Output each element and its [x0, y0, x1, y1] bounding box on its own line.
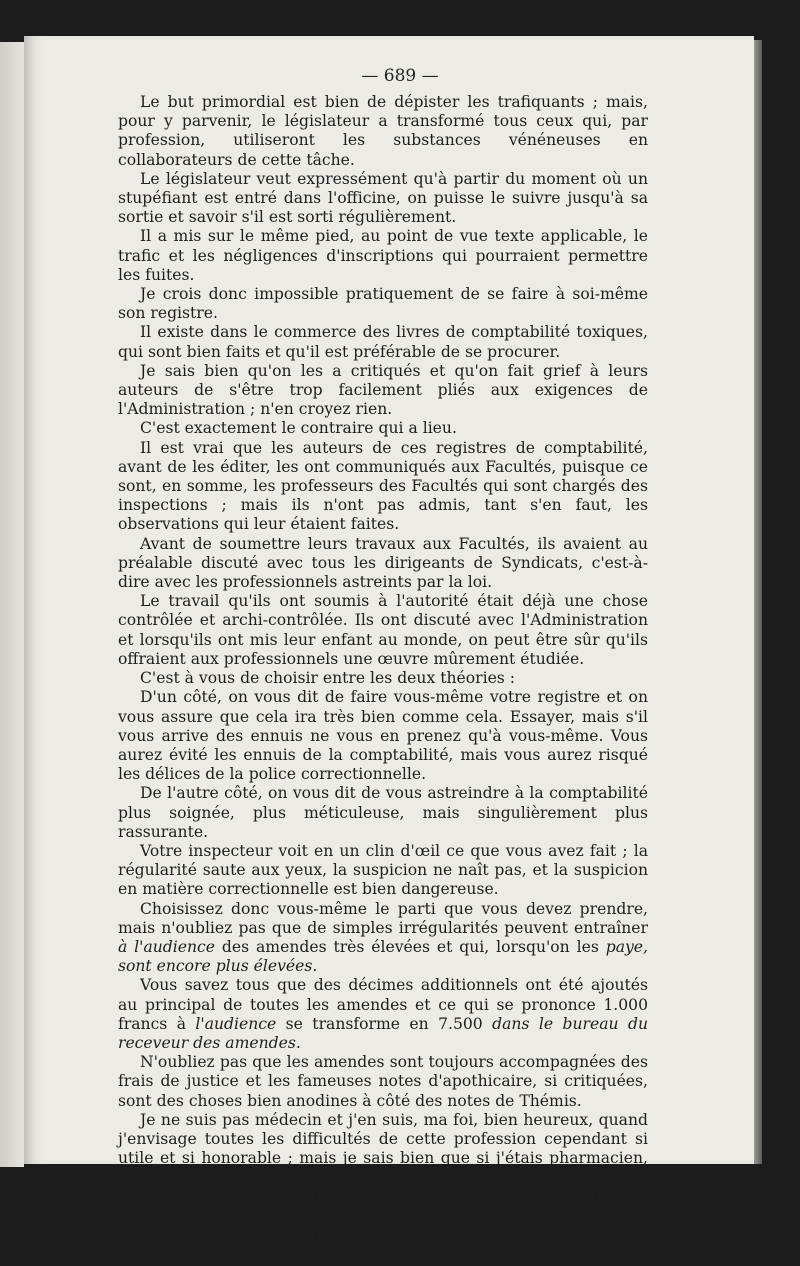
page-number: — 689 — [361, 66, 439, 86]
paragraph: J'ai horreur de la justice, je la crains ; je crains ses notes, les casiers judiciaires dont elle vous meuble. J'aime dormir tranquille et je ferais tout pour arriver à ce résultat. [118, 1187, 648, 1244]
text-run: Vous savez tous que des décimes additionnels ont été ajoutés au principal de toutes les amendes et ce qui se prononce 1.000 francs à [118, 976, 648, 1033]
paragraph: Votre inspecteur voit en un clin d'œil ce que vous avez fait ; la régularité saute aux yeux, la suspicion ne naît pas, et la suspicion en matière correctionnelle est bien dangereuse. [118, 841, 648, 899]
italic-run: l'audience [195, 1014, 277, 1033]
paragraph: De l'autre côté, on vous dit de vous astreindre à la comptabilité plus soignée, plus méticuleuse, mais singulièrement plus rassurante. [118, 784, 648, 841]
paragraph: N'oubliez pas que les amendes sont toujours accompagnées des frais de justice et les fameuses notes d'apothicaire, si critiquées, sont des choses bien anodines à côté des notes de Thémis. [118, 1053, 648, 1110]
paragraph [118, 900, 648, 977]
article-body [118, 93, 648, 1266]
paragraph: D'un côté, on vous dit de faire vous-même votre registre et on vous assure que cela ira très bien comme cela. Essayer, mais s'il vous arrive des ennuis ne vous en prenez qu'à vous-même. Vous aurez évité les ennuis de la comptabilité, mais vous aurez risqué les délices de la police correctionnelle. [118, 688, 648, 784]
paragraph: Le législateur veut expressément qu'à partir du moment où un stupéfiant est entré dans l'officine, on puisse le suivre jusqu'à sa sortie et savoir s'il est sorti régulièrement. [118, 169, 648, 227]
text-run: Choisissez donc vous-même le parti que vous devez prendre, mais n'oubliez pas que de simples irrégularités peuvent entraîner [118, 899, 648, 937]
paragraph: C'est exactement le contraire qui a lieu. [140, 419, 457, 438]
source-attribution: (L'Union pharmaceutique). [434, 1247, 648, 1266]
paragraph: Le but primordial est bien de dépister les trafiquants ; mais, pour y parvenir, le législateur a transformé tous ceux qui, par profession, utiliseront les substances vénéneuses en collaborateurs de cette tâche. [118, 93, 648, 169]
text-run: se transforme en 7.500 [276, 1014, 493, 1033]
italic-run: à l'audience [118, 937, 216, 956]
paragraph: Je ne suis pas médecin et j'en suis, ma foi, bien heureux, quand j'envisage toutes les difficultés de cette profession cependant si utile et si honorable ; mais je sais bien que si j'étais pharmacien, mon choix serait vite fait. [118, 1110, 648, 1187]
italic-run: dans le bureau du receveur des amendes. [118, 1014, 649, 1052]
paragraph: Il a mis sur le même pied, au point de vue texte applicable, le trafic et les négligences d'inscriptions qui pourraient permettre les fuites. [118, 227, 648, 284]
italic-run: paye, sont encore plus élevées. [118, 937, 648, 976]
paragraph: Il est vrai que les auteurs de ces registres de comptabilité, avant de les éditer, les ont communiqués aux Facultés, puisque ce sont, en somme, les professeurs des Facultés qui sont chargés des inspections ; mais ils n'ont pas admis, tant s'en faut, les observations qui leur étaient faites. [118, 438, 648, 534]
text-run: des amendes très élevées et qui, lorsqu'on les [215, 937, 606, 956]
paragraph: Je crois donc impossible pratiquement de se faire à soi-même son registre. [118, 285, 648, 323]
paragraph: Le travail qu'ils ont soumis à l'autorité était déjà une chose contrôlée et archi-contrôlée. Ils ont discuté avec l'Administration et lorsqu'ils ont mis leur enfant au monde, on peut être sûr qu'ils offraient aux professionnels une œuvre mûrement étudiée. [118, 592, 648, 668]
facing-page-edge [0, 42, 24, 1167]
paragraph: Je sais bien qu'on les a critiqués et qu'on fait grief à leurs auteurs de s'être trop facilement pliés aux exigences de l'Administration ; n'en croyez rien. [118, 361, 648, 419]
page-edge-shadow [754, 40, 762, 1164]
paragraph: C'est à vous de choisir entre les deux théories : [140, 669, 516, 688]
paragraph: Avant de soumettre leurs travaux aux Facultés, ils avaient au préalable discuté avec tous les dirigeants de Syndicats, c'est-à-dire avec les professionnels astreints par la loi. [118, 534, 648, 592]
paragraph [118, 976, 648, 1053]
paragraph: Il existe dans le commerce des livres de comptabilité toxiques, qui sont bien faits et qu'il est préférable de se procurer. [118, 323, 648, 361]
